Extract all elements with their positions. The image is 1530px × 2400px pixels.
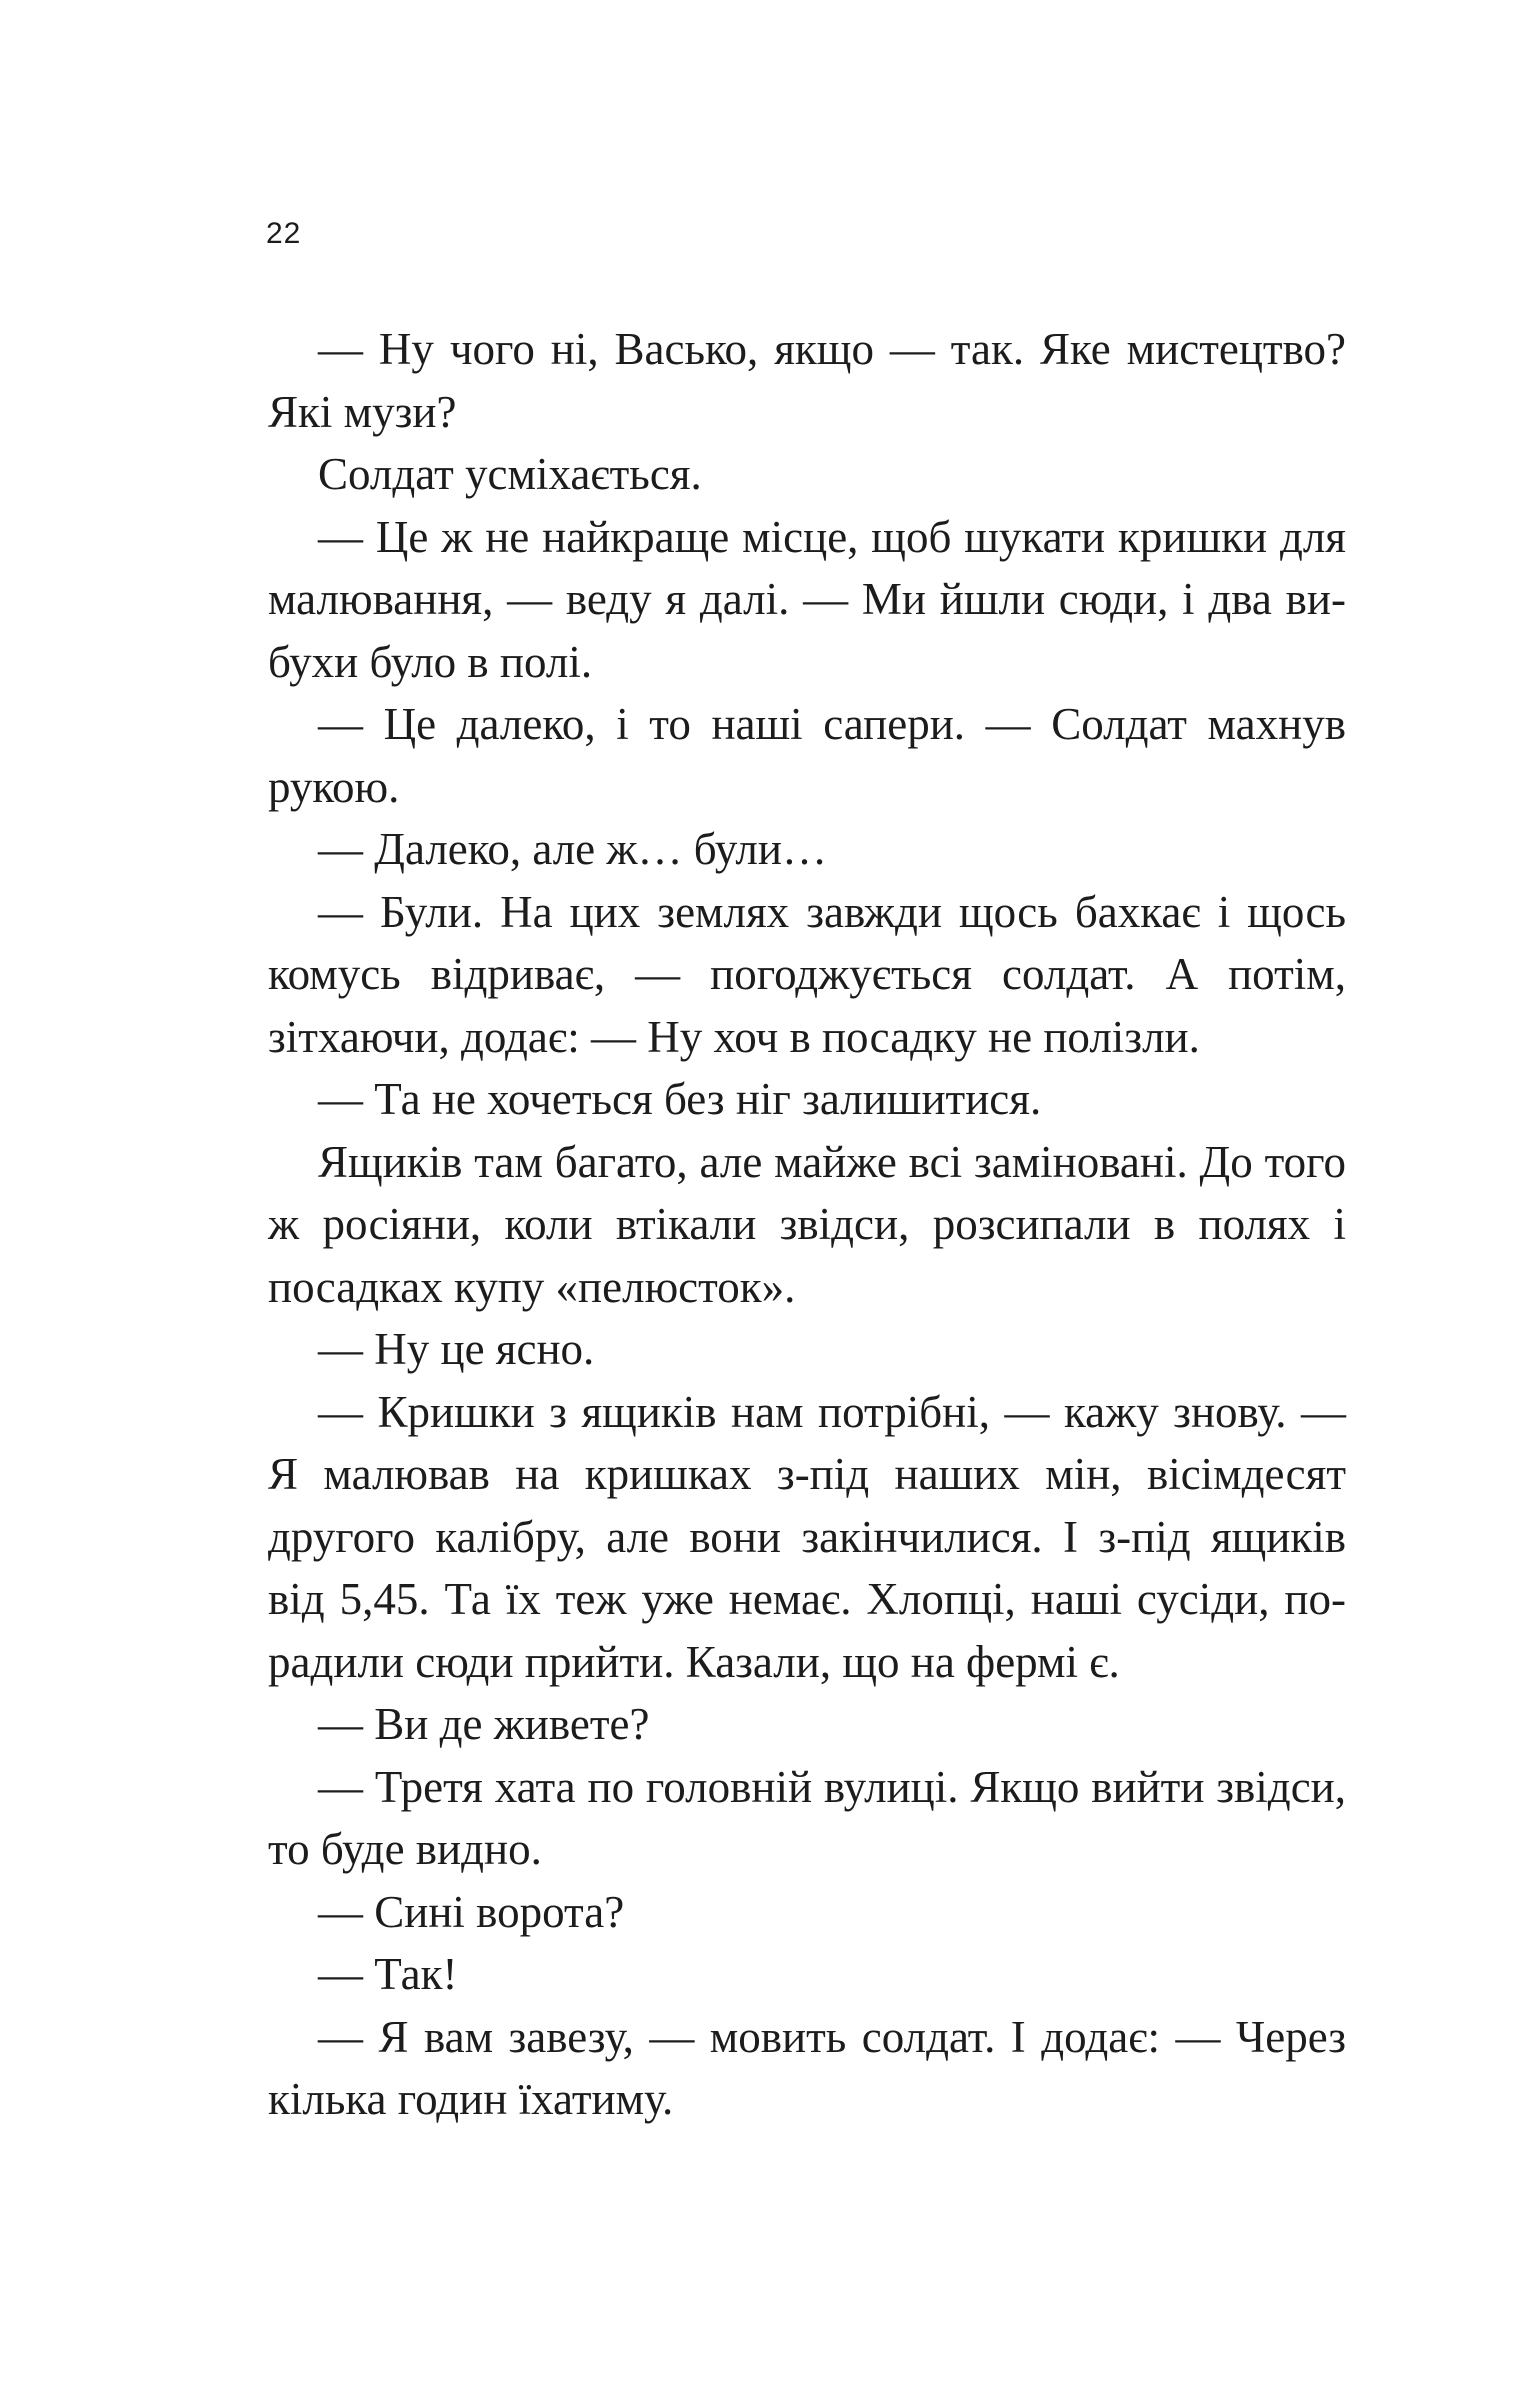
paragraph: — Ну чого ні, Васько, якщо — так. Яке мистецтво? Які музи?	[268, 324, 1346, 437]
paragraph: — Кришки з ящиків нам потрібні, — кажу знову. — Я малював на кришках з-під наших мін, вісімдесят другого калібру, але вони закінчилися. І з-під ящиків від 5,45. Та їх теж уже немає. Хлопці, наші сусіди, порадили сюди прийти. Казали, що на фермі є.	[268, 1386, 1346, 1687]
paragraph: — Ви де живете?	[318, 1699, 650, 1749]
paragraph: — Це далеко, і то наші сапери. — Солдат махнув рукою.	[268, 699, 1346, 812]
paragraph: Солдат усміхається.	[318, 449, 702, 499]
paragraph: Ящиків там багато, але майже всі заміновані. До того ж росіяни, коли втікали звідси, розсипали в полях і посадках купу «пелюсток».	[268, 1136, 1346, 1312]
paragraph: — Третя хата по головній вулиці. Якщо вийти звідси, то буде видно.	[268, 1761, 1346, 1874]
page-number: 22	[266, 217, 302, 250]
paragraph: — Далеко, але ж… були…	[318, 824, 827, 874]
paragraph: — Та не хочеться без ніг залишитися.	[318, 1074, 1042, 1124]
paragraph: — Це ж не найкраще місце, щоб шукати кришки для малювання, — веду я далі. — Ми йшли сюди, і два вибухи було в полі.	[268, 511, 1346, 687]
paragraph: — Ну це ясно.	[318, 1324, 595, 1374]
paragraph: — Я вам завезу, — мовить солдат. І додає: — Через кілька годин їхатиму.	[268, 2011, 1346, 2124]
text-block	[268, 318, 1346, 2131]
paragraph: — Сині ворота?	[318, 1886, 625, 1937]
paragraph: — Так!	[318, 1949, 458, 1999]
paragraph: — Були. На цих землях завжди щось бахкає і щось комусь відриває, — погоджується солдат. А потім, зітхаючи, додає: — Ну хоч в посадку не полізли.	[268, 886, 1346, 1062]
